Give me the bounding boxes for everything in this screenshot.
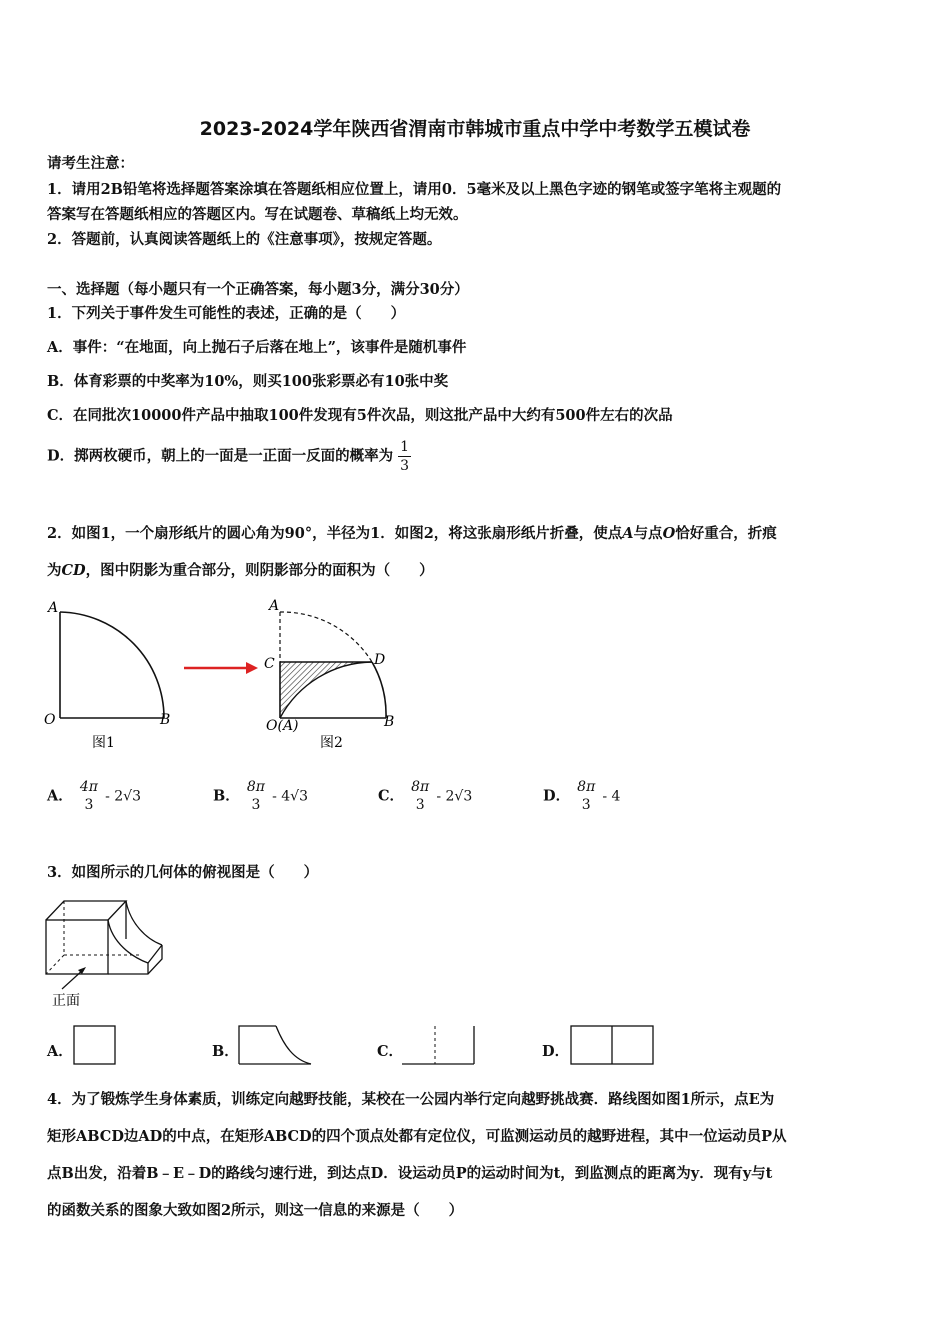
q2-segment-cd: CD [61, 562, 86, 579]
q1-option-d-text: D．掷两枚硬币，朝上的一面是一正面一反面的概率为 [47, 447, 394, 465]
q3-solid-figure [40, 893, 180, 1013]
fraction-numerator: 8π [577, 779, 596, 795]
section-heading: 一、选择题（每小题只有一个正确答案，每小题3分，满分30分） [47, 281, 469, 298]
q3-option-d-figure [569, 1024, 657, 1066]
q1-option-b: B．体育彩票的中奖率为10%，则买100张彩票必有10张中奖 [47, 373, 449, 390]
q4-line-4: 的函数关系的图象大致如图2所示，则这一信息的来源是（ ） [47, 1202, 464, 1219]
option-expression: - 4 [602, 788, 621, 805]
q2-stem-text: 与点 [633, 525, 663, 542]
q1-option-d [47, 438, 411, 475]
q2-stem-text: 2．如图1，一个扇形纸片的圆心角为90°，半径为1．如图2，将这张扇形纸片折叠，使点 [47, 525, 623, 542]
option-expression: - 2√3 [436, 788, 473, 805]
q2-stem-text: ，图中阴影为重合部分，则阴影部分的面积为（ ） [85, 562, 434, 579]
page-title: 2023-2024学年陕西省渭南市韩城市重点中学中考数学五模试卷 [199, 118, 751, 140]
option-label: A． [47, 787, 73, 805]
fig2-dashed-arc [280, 612, 372, 662]
solid-curve-front [108, 920, 148, 963]
option-expression: - 2√3 [105, 788, 141, 805]
fraction-numerator: 4π [79, 779, 98, 795]
q4-line-3: 点B出发，沿着B﹣E﹣D的路线匀速行进，到达点D．设运动员P的运动时间为t，到监测点的距离为y．现有y与t [47, 1165, 773, 1182]
option-label: B． [213, 787, 240, 805]
fig2-shaded-region [280, 662, 372, 718]
fraction-denominator: 3 [400, 458, 410, 474]
q1-option-c: C．在同批次10000件产品中抽取100件发现有5件次品，则这批产品中大约有500件左右的次品 [47, 407, 673, 424]
fig2-label-b: B [384, 714, 395, 730]
q4-line-2: 矩形ABCD边AD的中点，在矩形ABCD的四个顶点处都有定位仪，可监测运动员的越野进程，其中一位运动员P从 [47, 1128, 787, 1145]
q3-option-a-figure [72, 1024, 118, 1066]
q1-option-a: A．事件：“在地面，向上抛石子后落在地上”，该事件是随机事件 [47, 339, 467, 356]
fig2-label-c: C [264, 656, 275, 672]
fig2-arc [372, 662, 386, 718]
q2-option-a [47, 778, 141, 814]
fraction-denominator: 3 [581, 797, 591, 813]
q1-option-d-fraction [398, 438, 411, 475]
q4-line-1: 4．为了锻炼学生身体素质，训练定向越野技能，某校在一公园内举行定向越野挑战赛．路线图如图1所示，点E为 [47, 1091, 775, 1108]
q3-option-d-label: D． [542, 1043, 570, 1060]
q2-option-c [378, 778, 472, 814]
q3-stem: 3．如图所示的几何体的俯视图是（ ） [47, 864, 319, 881]
option-fraction [409, 778, 431, 814]
q2-stem-text: 为 [47, 562, 62, 579]
q2-option-d [543, 778, 620, 814]
figure-2 [264, 598, 394, 751]
fig2-caption: 图2 [320, 735, 343, 751]
option-fraction [78, 778, 100, 814]
fig1-label-b: B [160, 712, 171, 728]
option-label: D． [543, 787, 571, 805]
q2-point-a: A [622, 525, 634, 542]
fig1-arc [60, 612, 164, 718]
fraction-numerator: 1 [400, 439, 410, 455]
solid-curve-back [126, 901, 162, 945]
q2-figures [40, 590, 410, 755]
fraction-numerator: 8π [411, 779, 430, 795]
q2-option-b [213, 778, 308, 814]
option-expression: - 4√3 [272, 788, 308, 805]
option-label: C． [378, 787, 405, 805]
notice-line-2: 2．答题前，认真阅读答题纸上的《注意事项》，按规定答题。 [47, 231, 442, 248]
solid-top-face [46, 901, 126, 920]
q3-option-c-label: C． [377, 1043, 404, 1060]
option-fraction [245, 778, 267, 814]
q2-stem-text: 恰好重合，折痕 [675, 525, 777, 542]
q3-option-b-label: B． [212, 1043, 239, 1060]
q2-stem-line1 [47, 522, 777, 543]
fraction-denominator: 3 [251, 797, 261, 813]
fig2-label-o: O(A) [266, 718, 299, 734]
option-fraction [575, 778, 597, 814]
figure-1 [44, 600, 170, 751]
fraction-numerator: 8π [246, 779, 265, 795]
solid-front-face [46, 920, 108, 974]
q3-option-b-figure [236, 1024, 316, 1066]
fig2-label-d: D [374, 652, 386, 668]
notice-line-1a: 1．请用2B铅笔将选择题答案涂填在答题纸相应位置上，请用0．5毫米及以上黑色字迹的钢笔或签字笔将主观题的 [47, 181, 782, 198]
fraction-denominator: 3 [415, 797, 425, 813]
q3-option-a-label: A． [47, 1043, 73, 1060]
q3-option-c-figure [400, 1024, 480, 1066]
notice-line-1b: 答案写在答题纸相应的答题区内。写在试题卷、草稿纸上均无效。 [47, 206, 468, 223]
q2-stem-line2 [47, 559, 434, 580]
front-label: 正面 [52, 993, 80, 1009]
fig1-label-o: O [44, 712, 56, 728]
fig2-label-a: A [269, 598, 280, 614]
q1-stem: 1．下列关于事件发生可能性的表述，正确的是（ ） [47, 305, 406, 322]
fig1-caption: 图1 [92, 735, 115, 751]
notice-heading: 请考生注意： [47, 155, 134, 172]
fig1-label-a: A [48, 600, 59, 616]
fraction-denominator: 3 [84, 797, 94, 813]
q2-point-o: O [662, 525, 676, 542]
arrow-icon [184, 662, 258, 674]
